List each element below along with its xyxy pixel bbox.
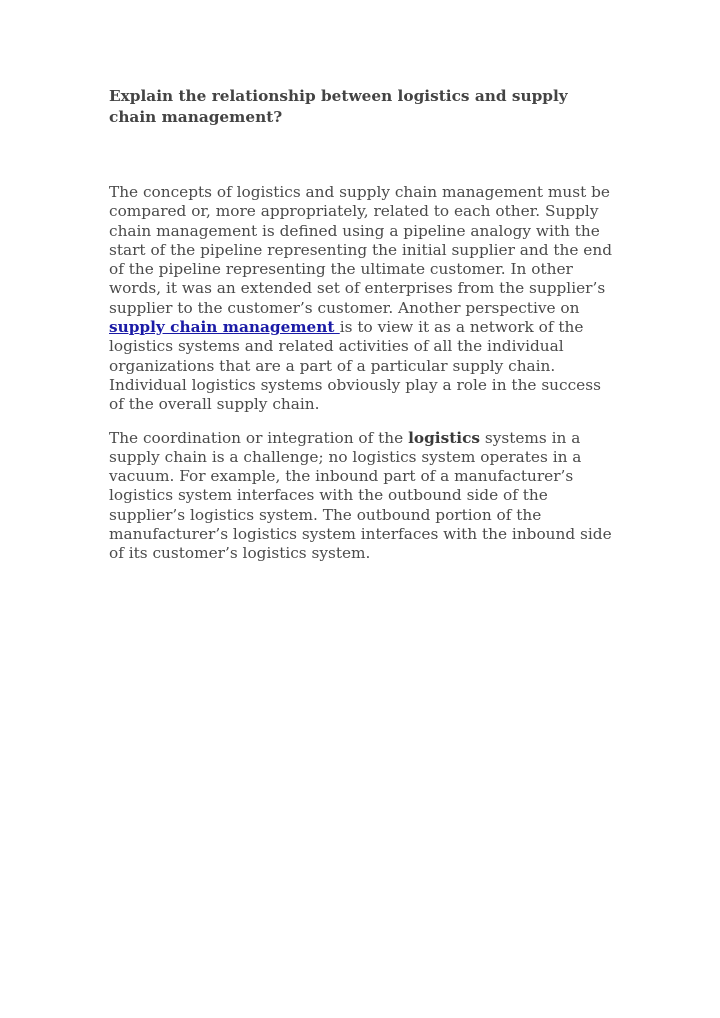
document-body bbox=[109, 86, 619, 564]
logistics-keyword: logistics bbox=[408, 428, 480, 447]
page-title: Explain the relationship between logistics and supply chain management? bbox=[109, 87, 568, 126]
paragraph-coordination-text-start: The coordination or integration of the bbox=[109, 428, 409, 447]
paragraph-coordination bbox=[109, 429, 619, 564]
paragraph-intro-text-start: The concepts of logistics and supply chain management must be compared or, more appropriately, related to each other. Supply chain management is defined using a pipeline analogy with the start of the pipeline representing the initial supplier and the end of the pipeline representing the ultimate customer. In other words, it was an extended set of enterprises from the supplier’s supplier to the customer’s customer. Another perspective on bbox=[109, 183, 612, 317]
supply-chain-management-link[interactable]: supply chain management bbox=[109, 318, 340, 337]
paragraph-intro bbox=[109, 183, 619, 415]
paragraph-coordination-text-end: systems in a supply chain is a challenge; no logistics system operates in a vacuum. For example, the inbound part of a manufacturer’s logistics system interfaces with the outbound side of the supplier’s logistics system. The outbound portion of the manufacturer’s logistics system interfaces with the inbound side of its customer’s logistics system. bbox=[109, 428, 612, 563]
paragraph-intro-text-end: is to view it as a network of the logistics systems and related activities of all the individual organizations that are a part of a particular supply chain. Individual logistics systems obviously play a role in the success of the overall supply chain. bbox=[109, 318, 601, 414]
